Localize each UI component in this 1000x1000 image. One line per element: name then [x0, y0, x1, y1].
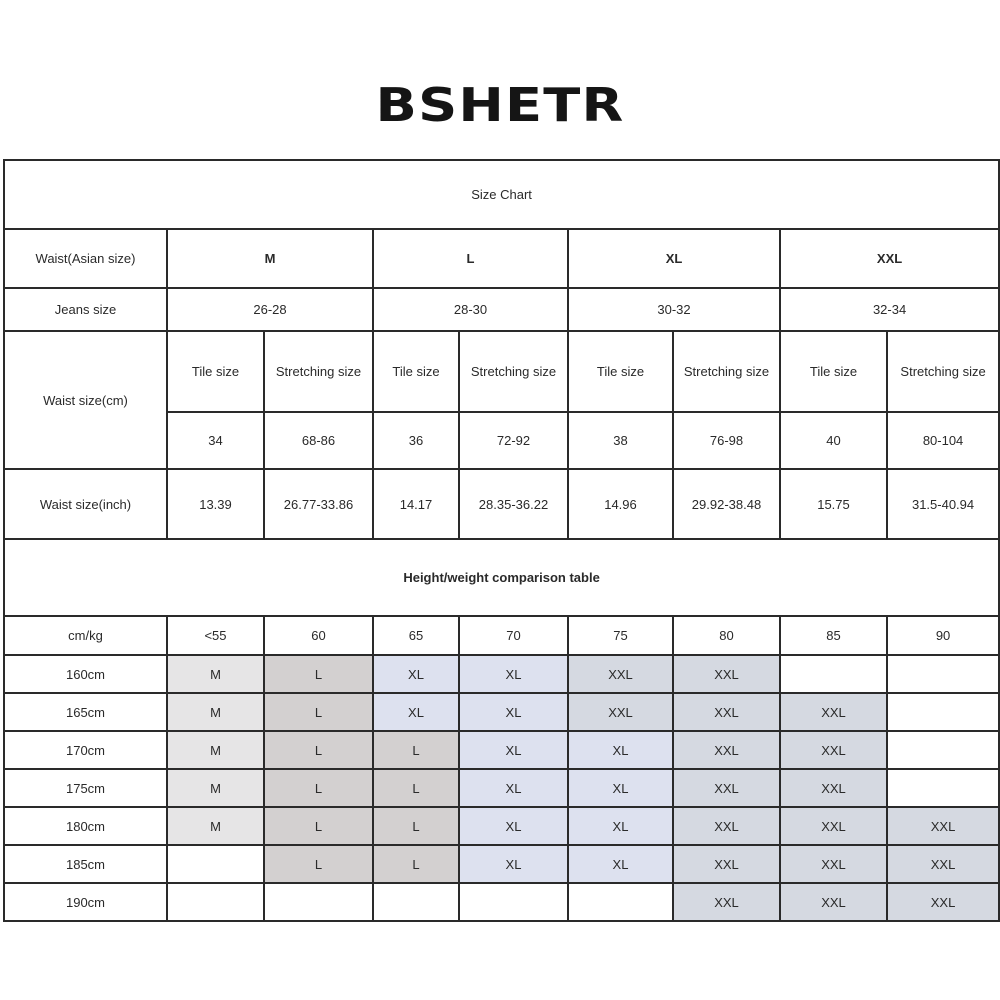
size-recommendation-cell: XXL: [673, 845, 780, 883]
size-recommendation-cell: [568, 883, 673, 921]
sub-header: Stretching size: [264, 331, 373, 412]
size-chart-title-row: [4, 160, 999, 229]
size-recommendation-cell: XXL: [780, 807, 887, 845]
size-recommendation-cell: L: [264, 769, 373, 807]
size-recommendation-cell: M: [167, 693, 264, 731]
sub-header: Stretching size: [887, 331, 999, 412]
brand-logo: BSHETR: [375, 78, 625, 132]
size-recommendation-cell: XXL: [780, 769, 887, 807]
size-recommendation-cell: [264, 883, 373, 921]
sub-header: Stretching size: [673, 331, 780, 412]
size-recommendation-cell: XXL: [780, 845, 887, 883]
sub-header: Tile size: [780, 331, 887, 412]
sub-header: Tile size: [568, 331, 673, 412]
size-recommendation-cell: [887, 655, 999, 693]
size-recommendation-cell: XL: [373, 693, 459, 731]
size-recommendation-cell: M: [167, 731, 264, 769]
hw-weight-header-row: [4, 616, 999, 655]
size-recommendation-cell: XXL: [673, 731, 780, 769]
size-recommendation-cell: XL: [373, 655, 459, 693]
waist-inch-value: 31.5-40.94: [887, 469, 999, 539]
waist-cm-value: 36: [373, 412, 459, 469]
waist-inch-value: 14.96: [568, 469, 673, 539]
hw-title-row: [4, 539, 999, 616]
waist-cm-value: 34: [167, 412, 264, 469]
hw-table-body: [4, 655, 999, 921]
jeans-size-row: [4, 288, 999, 331]
hw-table-row: [4, 845, 999, 883]
size-recommendation-cell: L: [264, 655, 373, 693]
size-recommendation-cell: M: [167, 769, 264, 807]
jeans-size-l: 28-30: [373, 288, 568, 331]
size-recommendation-cell: XXL: [673, 693, 780, 731]
size-recommendation-cell: [887, 693, 999, 731]
weight-header: 75: [568, 616, 673, 655]
weight-header: 90: [887, 616, 999, 655]
size-recommendation-cell: XXL: [887, 883, 999, 921]
size-recommendation-cell: L: [373, 731, 459, 769]
jeans-size-xxl: 32-34: [780, 288, 999, 331]
sub-header: Tile size: [167, 331, 264, 412]
size-recommendation-cell: XL: [459, 845, 568, 883]
hw-corner-label: cm/kg: [4, 616, 167, 655]
size-recommendation-cell: XL: [459, 655, 568, 693]
size-recommendation-cell: XL: [459, 807, 568, 845]
waist-inch-value: 26.77-33.86: [264, 469, 373, 539]
size-recommendation-cell: XXL: [780, 883, 887, 921]
size-recommendation-cell: [167, 845, 264, 883]
size-header-xxl: XXL: [780, 229, 999, 288]
height-label: 175cm: [4, 769, 167, 807]
waist-asian-label: Waist(Asian size): [4, 229, 167, 288]
size-recommendation-cell: XXL: [568, 655, 673, 693]
size-recommendation-cell: M: [167, 807, 264, 845]
weight-header: 60: [264, 616, 373, 655]
height-label: 180cm: [4, 807, 167, 845]
size-recommendation-cell: L: [373, 769, 459, 807]
size-header-l: L: [373, 229, 568, 288]
size-recommendation-cell: XL: [568, 845, 673, 883]
size-recommendation-cell: L: [373, 807, 459, 845]
jeans-size-label: Jeans size: [4, 288, 167, 331]
size-recommendation-cell: XL: [568, 769, 673, 807]
waist-cm-value: 68-86: [264, 412, 373, 469]
hw-table-row: [4, 655, 999, 693]
size-recommendation-cell: XL: [568, 807, 673, 845]
weight-header: 80: [673, 616, 780, 655]
waist-cm-label: Waist size(cm): [4, 331, 167, 469]
weight-header: 85: [780, 616, 887, 655]
sub-header: Tile size: [373, 331, 459, 412]
waist-inch-row: [4, 469, 999, 539]
waist-inch-value: 15.75: [780, 469, 887, 539]
hw-table-title: Height/weight comparison table: [4, 539, 999, 616]
height-label: 185cm: [4, 845, 167, 883]
hw-table-row: [4, 731, 999, 769]
waist-inch-value: 13.39: [167, 469, 264, 539]
size-recommendation-cell: L: [264, 731, 373, 769]
jeans-size-m: 26-28: [167, 288, 373, 331]
size-recommendation-cell: M: [167, 655, 264, 693]
size-recommendation-cell: L: [264, 693, 373, 731]
waist-inch-value: 14.17: [373, 469, 459, 539]
waist-cm-value: 40: [780, 412, 887, 469]
size-recommendation-cell: XXL: [887, 807, 999, 845]
size-recommendation-cell: XXL: [780, 693, 887, 731]
size-recommendation-cell: XL: [568, 731, 673, 769]
hw-table-row: [4, 883, 999, 921]
size-recommendation-cell: XL: [459, 731, 568, 769]
size-recommendation-cell: XL: [459, 693, 568, 731]
hw-table-row: [4, 693, 999, 731]
size-chart-title: Size Chart: [4, 160, 999, 229]
size-header-m: M: [167, 229, 373, 288]
size-recommendation-cell: L: [373, 845, 459, 883]
hw-table-row: [4, 807, 999, 845]
height-label: 190cm: [4, 883, 167, 921]
height-label: 165cm: [4, 693, 167, 731]
weight-header: <55: [167, 616, 264, 655]
size-recommendation-cell: [373, 883, 459, 921]
waist-inch-value: 28.35-36.22: [459, 469, 568, 539]
sub-header: Stretching size: [459, 331, 568, 412]
hw-table-row: [4, 769, 999, 807]
size-recommendation-cell: [459, 883, 568, 921]
waist-cm-value: 72-92: [459, 412, 568, 469]
weight-header: 70: [459, 616, 568, 655]
size-recommendation-cell: XXL: [673, 655, 780, 693]
size-recommendation-cell: XXL: [780, 731, 887, 769]
waist-cm-value: 38: [568, 412, 673, 469]
size-header-xl: XL: [568, 229, 780, 288]
waist-inch-value: 29.92-38.48: [673, 469, 780, 539]
waist-cm-value: 76-98: [673, 412, 780, 469]
size-recommendation-cell: XL: [459, 769, 568, 807]
size-recommendation-cell: L: [264, 807, 373, 845]
waist-inch-label: Waist size(inch): [4, 469, 167, 539]
size-recommendation-cell: [887, 731, 999, 769]
waist-cm-value: 80-104: [887, 412, 999, 469]
size-recommendation-cell: XXL: [568, 693, 673, 731]
asian-size-row: [4, 229, 999, 288]
weight-header: 65: [373, 616, 459, 655]
size-recommendation-cell: [887, 769, 999, 807]
size-recommendation-cell: L: [264, 845, 373, 883]
size-recommendation-cell: XXL: [673, 883, 780, 921]
size-recommendation-cell: XXL: [673, 807, 780, 845]
height-label: 160cm: [4, 655, 167, 693]
size-recommendation-cell: XXL: [887, 845, 999, 883]
size-recommendation-cell: [167, 883, 264, 921]
size-chart-table: [3, 159, 1000, 922]
size-recommendation-cell: [780, 655, 887, 693]
height-label: 170cm: [4, 731, 167, 769]
waist-cm-subheader-row: [4, 331, 999, 412]
jeans-size-xl: 30-32: [568, 288, 780, 331]
size-recommendation-cell: XXL: [673, 769, 780, 807]
